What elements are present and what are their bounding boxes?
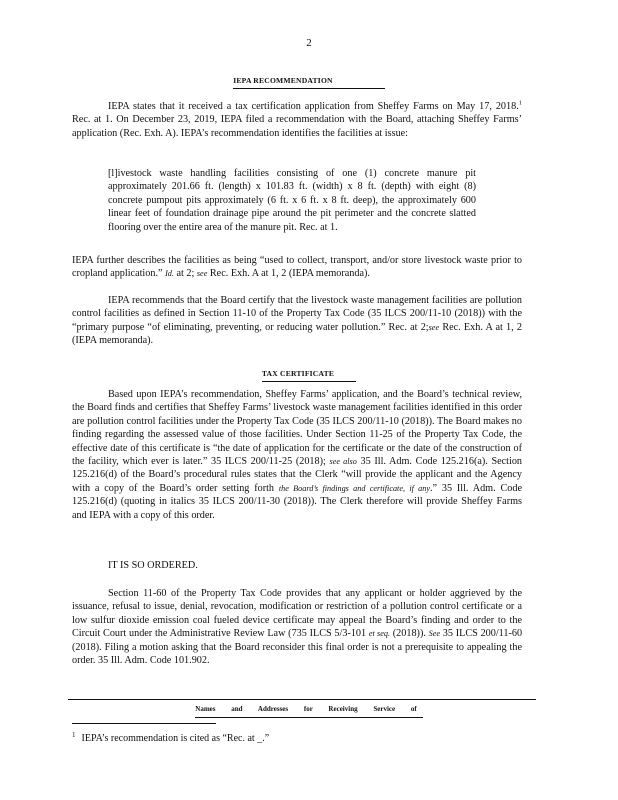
section-divider [68,699,536,700]
footnote-reference: 1 [518,99,522,107]
block-quote-facilities: [l]ivestock waste handling facilities consisting of one (1) concrete manure pit approximately 201.66 ft. (length) x 101.83 ft. (width) x 8 ft. (depth) with eight (8) concrete pumpout pits approximately (6 ft. x 6 ft. x 8 ft. deep), the approximately 600 linear feet of foundation drainage pipe around the pit perimeter and the concrete slatted flooring over the entire area of the manure pit. Rec. at 1. [108,168,476,233]
footnote-separator [72,723,216,724]
section-heading-tax-certificate: TAX CERTIFICATE [0,367,618,382]
footnote-text: IEPA’s recommendation is cited as “Rec. at _.” [81,733,270,744]
section-heading-iepa-recommendation: IEPA RECOMMENDATION [0,74,618,89]
footnote-mark: 1 [72,730,76,739]
so-ordered: IT IS SO ORDERED. [108,560,198,571]
footnote [72,732,522,745]
paragraph-application-received: IEPA states that it received a tax certification application from Sheffey Farms on May 17, 2018.$^1$ Rec. at 1. On December 23, 2019, IEPA filed a recommendation with the Board, attaching Sheffey Farms’ application (Rec. Exh. A). IEPA’s recommendation identifies the facilities at issue: [72,99,522,139]
paragraph-facility-description: IEPA further describes the facilities as being “used to collect, transport, and/or store livestock waste prior to cropland application.” Id. at 2; see Rec. Exh. A at 1, 2 (IEPA memoranda). [72,255,522,280]
paragraph-appeal-rights: Section 11-60 of the Property Tax Code provides that any applicant or holder aggrieved by the issuance, refusal to issue, denial, revocation, modification or restriction of a pollution control certificate or a low sulfur dioxide emission coal fueled device certificate may appeal the Board’s finding and order to the Circuit Court under the Administrative Review Law (735 ILCS 5/3-101 et seq. (2018)). See 35 ILCS 200/11-60 (2018). Filing a motion asking that the Board reconsider this final order is not a prerequisite to appealing the order. 35 Ill. Adm. Code 101.902. [72,588,523,667]
service-list-heading: Names and Addresses for Receiving Service of [0,703,618,718]
paragraph-iepa-recommends: IEPA recommends that the Board certify that the livestock waste management facilities are pollution control facilities as defined in Section 11-10 of the Property Tax Code (35 ILCS 200/11-10 (2018)) with the “primary purpose “of eliminating, preventing, or reducing water pollution.” Rec. at 2;see Rec. Exh. A at 1, 2 (IEPA memoranda). [72,295,522,347]
page-number: 2 [306,37,312,49]
paragraph-board-findings: Based upon IEPA’s recommendation, Sheffey Farms’ application, and the Board’s technical review, the Board finds and certifies that Sheffey Farms’ livestock waste management facilities identified in this order are pollution control facilities under the Property Tax Code (35 ILCS 200/11-10 (2018)). The Board makes no finding regarding the assessed value of those facilities. Under Section 11-25 of the Property Tax Code, the effective date of this certificate is “the date of application for the certificate or the date of the construction of the facility, which ever is later.” 35 ILCS 200/11-25 (2018); see also 35 Ill. Adm. Code 125.216(a). Section 125.216(d) of the Board’s procedural rules states that the Clerk “will provide the applicant and the Agency with a copy of the Board’s order setting forth the Board’s findings and certificate, if any.” 35 Ill. Adm. Code 125.216(d) (quoting in italics 35 ILCS 200/11-30 (2018)). The Clerk therefore will provide Sheffey Farms and IEPA with a copy of this order. [72,389,523,521]
